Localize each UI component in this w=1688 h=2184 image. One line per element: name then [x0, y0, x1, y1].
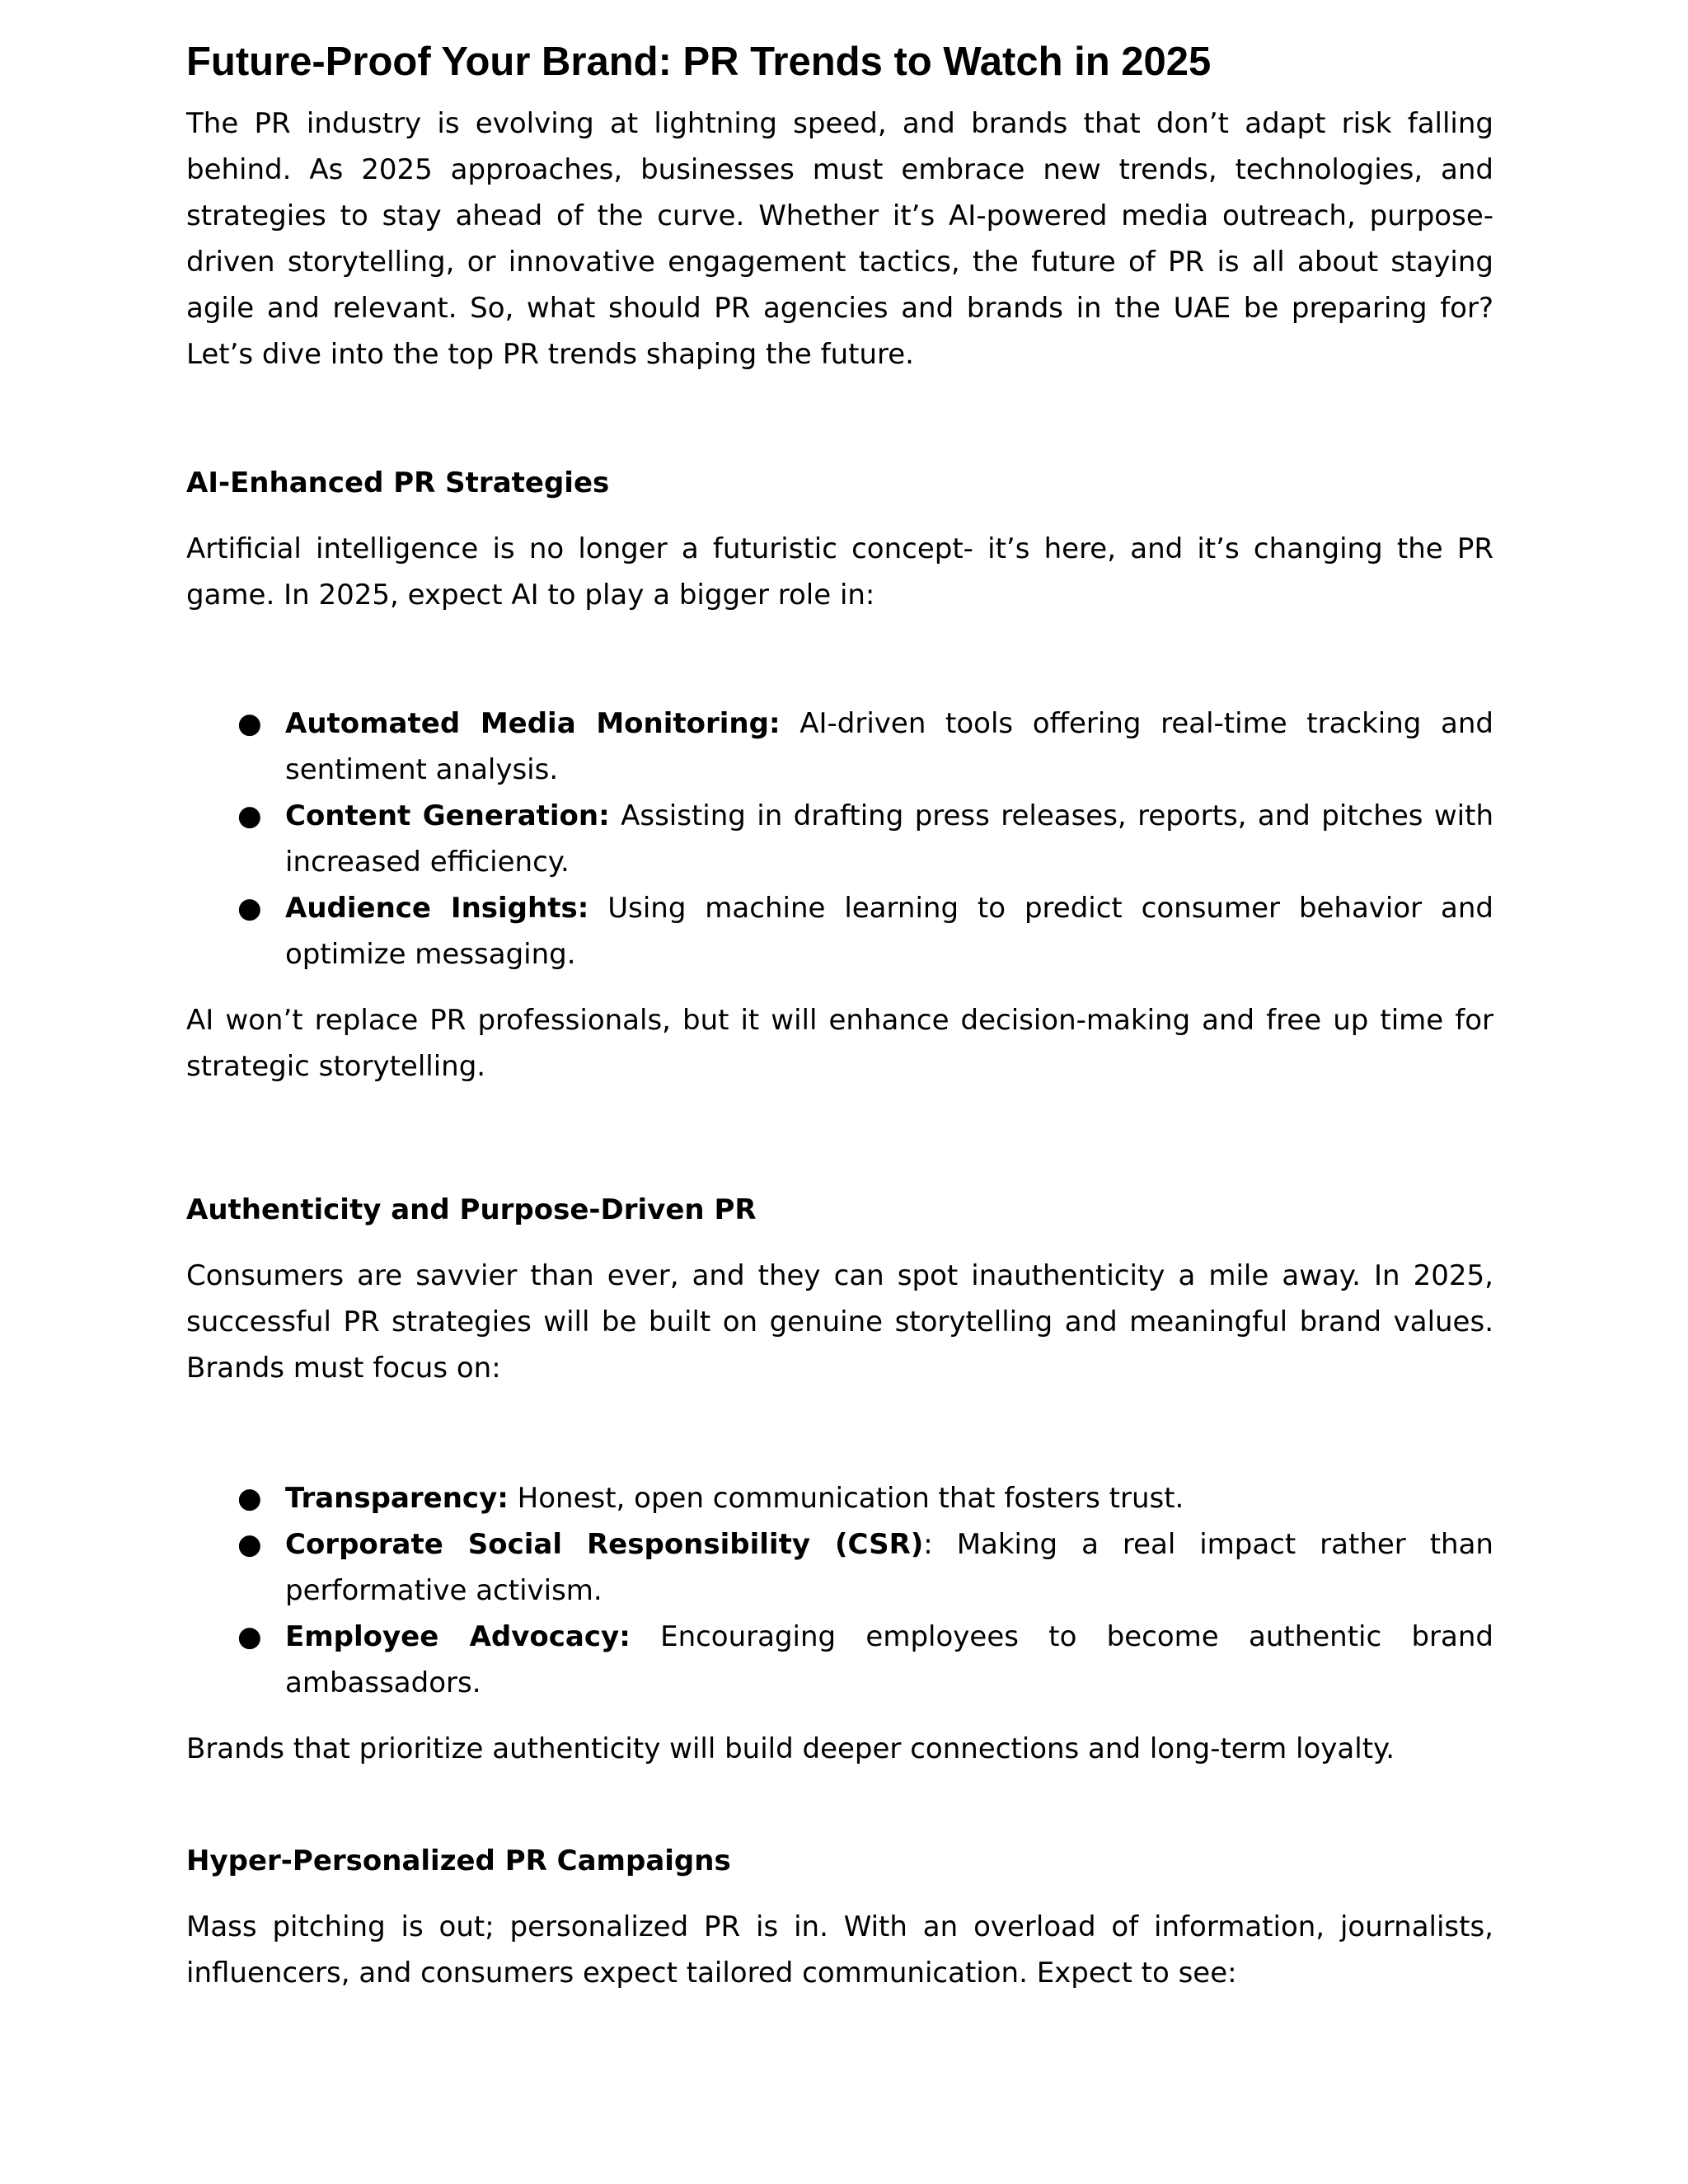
spacer [186, 977, 1493, 997]
section-heading-hyper-personalized: Hyper-Personalized PR Campaigns [186, 1844, 731, 1877]
list-item-term: Corporate Social Responsibility (CSR) [285, 1528, 924, 1561]
list-item-term: Transparency: [285, 1482, 509, 1515]
list-item-text: Encouraging employees to become authentic brand ambassadors. [285, 1620, 1494, 1699]
list-item-text: Assisting in drafting press releases, reports, and pitches with increased efficiency. [285, 799, 1493, 879]
list-item [186, 885, 1493, 977]
section-heading-ai-enhanced: AI-Enhanced PR Strategies [186, 466, 610, 499]
spacer [186, 377, 1493, 460]
list-item [186, 701, 1493, 793]
bullet-icon: ● [237, 707, 262, 740]
bullet-icon: ● [237, 892, 262, 925]
section-outro-authenticity: Brands that prioritize authenticity will build deeper connections and long-term loyalty. [186, 1732, 1395, 1765]
list-item [186, 793, 1493, 885]
section-heading-authenticity: Authenticity and Purpose-Driven PR [186, 1193, 757, 1226]
document-title: Future-Proof Your Brand: PR Trends to Watch in 2025 [186, 40, 1212, 84]
list-item-term: Employee Advocacy: [285, 1620, 631, 1653]
list-item-text: Honest, open communication that fosters trust. [508, 1482, 1184, 1515]
bullet-icon: ● [237, 1482, 262, 1515]
document-page [186, 33, 1493, 1996]
list-item-text: AI-driven tools offering real-time tracking and sentiment analysis. [285, 707, 1493, 786]
section-intro-authenticity: Consumers are savvier than ever, and they can spot inauthenticity a mile away. In 2025, successful PR strategies will be built on genuine storytelling and meaningful brand values. Brands must focus on: [186, 1259, 1493, 1385]
bullet-icon: ● [237, 1620, 262, 1653]
spacer [186, 1233, 1493, 1253]
list-item-text: : Making a real impact rather than performative activism. [285, 1528, 1493, 1607]
bullet-icon: ● [237, 799, 262, 832]
list-item [186, 1521, 1493, 1614]
bullet-icon: ● [237, 1528, 262, 1561]
list-item [186, 1614, 1493, 1706]
spacer [186, 1706, 1493, 1726]
section-outro-ai-enhanced: AI won’t replace PR professionals, but it will enhance decision-making and free up time for strategic storytelling. [186, 1004, 1493, 1083]
list-item-text: Using machine learning to predict consumer behavior and optimize messaging. [285, 892, 1493, 971]
spacer [186, 506, 1493, 526]
spacer [186, 1391, 1493, 1475]
section-intro-ai-enhanced: Artificial intelligence is no longer a futuristic concept- it’s here, and it’s changing the PR game. In 2025, expect AI to play a bigger role in: [186, 532, 1493, 612]
spacer [186, 1884, 1493, 1904]
list-item-term: Audience Insights: [285, 892, 589, 925]
section-intro-hyper-personalized: Mass pitching is out; personalized PR is in. With an overload of information, journalists, influencers, and consumers expect tailored communication. Expect to see: [186, 1910, 1493, 1990]
spacer [186, 1090, 1493, 1187]
spacer [186, 618, 1493, 701]
spacer [186, 1772, 1493, 1838]
list-item-term: Content Generation: [285, 799, 610, 832]
list-item-term: Automated Media Monitoring: [285, 707, 781, 740]
bullet-list-ai-enhanced [186, 701, 1493, 977]
bullet-list-authenticity [186, 1475, 1493, 1706]
list-item [186, 1475, 1493, 1521]
intro-paragraph: The PR industry is evolving at lightning speed, and brands that don’t adapt risk falling behind. As 2025 approaches, businesses must embrace new trends, technologies, and strategies to stay ahead of the curve. Whether it’s AI-powered media outreach, purpose-driven storytelling, or innovative engagement tactics, the future of PR is all about staying agile and relevant. So, what should PR agencies and brands in the UAE be preparing for? Let’s dive into the top PR trends shaping the future. [186, 107, 1493, 371]
